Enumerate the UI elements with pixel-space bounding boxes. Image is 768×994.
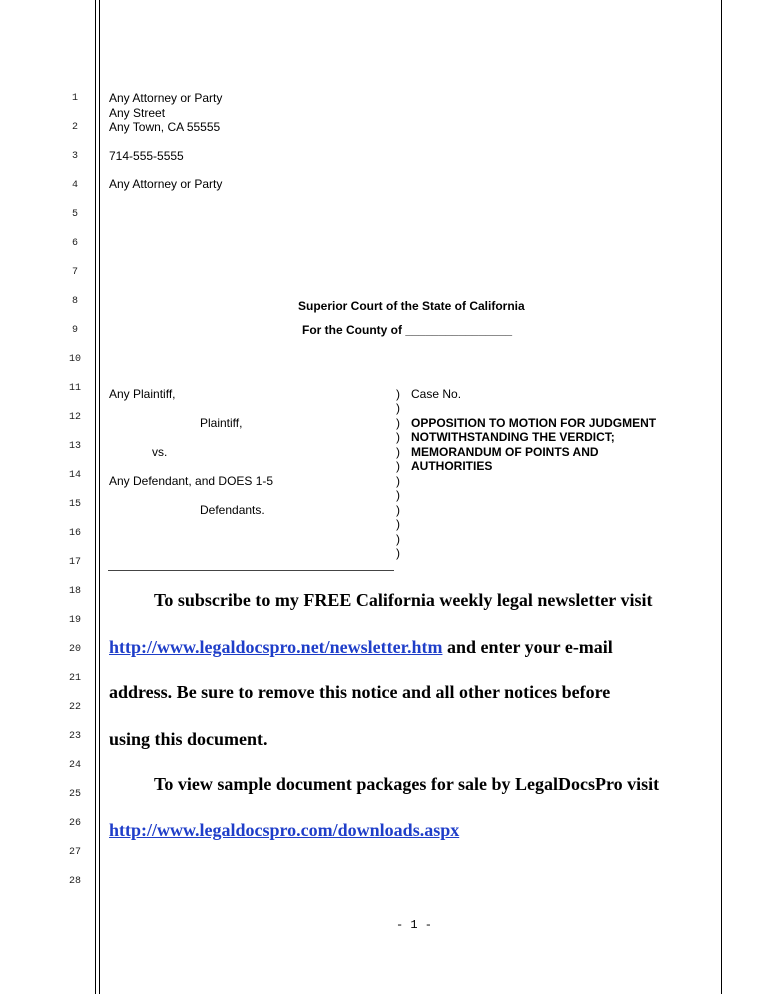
plaintiff-role: Plaintiff, — [200, 416, 243, 430]
line-number: 9 — [71, 325, 78, 336]
line-number: 10 — [68, 354, 81, 365]
document-title-line: NOTWITHSTANDING THE VERDICT; — [411, 430, 615, 444]
notice-line-5: To view sample document packages for sale by LegalDocsPro visit — [154, 774, 660, 794]
caption-paren: ) — [396, 387, 400, 401]
notice-line-2-text: and enter your e-mail — [442, 637, 613, 657]
left-margin-line-1 — [95, 0, 96, 994]
line-number: 21 — [68, 673, 81, 684]
caption-paren: ) — [396, 430, 400, 444]
line-number: 15 — [68, 499, 81, 510]
attorney-phone: 714-555-5555 — [109, 149, 184, 163]
caption-divider — [108, 570, 394, 571]
attorney-for: Any Attorney or Party — [109, 177, 223, 191]
notice-line-2 — [109, 636, 613, 658]
attorney-street: Any Street — [109, 106, 166, 120]
newsletter-link[interactable]: http://www.legaldocspro.net/newsletter.htm — [109, 637, 443, 657]
notice-line-3: address. Be sure to remove this notice and all other notices before — [109, 682, 611, 702]
caption-paren: ) — [396, 459, 400, 473]
document-title-line: OPPOSITION TO MOTION FOR JUDGMENT — [411, 416, 657, 430]
caption-paren: ) — [396, 401, 400, 415]
line-number: 16 — [68, 528, 81, 539]
line-number: 17 — [68, 557, 81, 568]
line-number: 27 — [68, 847, 81, 858]
line-number: 28 — [68, 876, 81, 887]
line-number: 23 — [68, 731, 81, 742]
line-number: 8 — [71, 296, 78, 307]
notice-line-4: using this document. — [109, 729, 268, 749]
caption-paren: ) — [396, 488, 400, 502]
notice-line-1: To subscribe to my FREE California weekly legal newsletter visit — [154, 590, 653, 610]
document-title-line: MEMORANDUM OF POINTS AND — [411, 445, 599, 459]
line-number: 26 — [68, 818, 81, 829]
attorney-name: Any Attorney or Party — [109, 91, 223, 105]
plaintiff-name: Any Plaintiff, — [109, 387, 176, 401]
line-number: 3 — [71, 151, 78, 162]
caption-paren: ) — [396, 532, 400, 546]
caption-paren: ) — [396, 546, 400, 560]
line-number: 5 — [71, 209, 78, 220]
line-number: 6 — [71, 238, 78, 249]
court-county: For the County of ________________ — [302, 323, 513, 337]
court-name: Superior Court of the State of California — [298, 299, 525, 313]
line-number: 4 — [71, 180, 78, 191]
caption-paren: ) — [396, 517, 400, 531]
versus: vs. — [152, 445, 168, 459]
line-number: 22 — [68, 702, 81, 713]
line-number: 19 — [68, 615, 81, 626]
right-margin-line — [721, 0, 722, 994]
attorney-city: Any Town, CA 55555 — [109, 120, 221, 134]
line-number: 1 — [71, 93, 78, 104]
line-number: 14 — [68, 470, 81, 481]
caption-paren: ) — [396, 474, 400, 488]
defendant-name: Any Defendant, and DOES 1-5 — [109, 474, 274, 488]
line-number: 7 — [71, 267, 78, 278]
line-number: 18 — [68, 586, 81, 597]
page-number: - 1 - — [396, 918, 433, 932]
line-number: 12 — [68, 412, 81, 423]
line-number: 2 — [71, 122, 78, 133]
caption-paren: ) — [396, 445, 400, 459]
left-margin-line-2 — [99, 0, 100, 994]
line-number: 24 — [68, 760, 81, 771]
line-number: 11 — [68, 383, 81, 394]
line-number: 13 — [68, 441, 81, 452]
case-number: Case No. — [411, 387, 462, 401]
defendant-role: Defendants. — [200, 503, 265, 517]
downloads-link[interactable]: http://www.legaldocspro.com/downloads.aspx — [109, 820, 460, 840]
caption-paren: ) — [396, 416, 400, 430]
document-title-line: AUTHORITIES — [411, 459, 493, 473]
line-number: 20 — [68, 644, 81, 655]
line-number: 25 — [68, 789, 81, 800]
caption-paren: ) — [396, 503, 400, 517]
